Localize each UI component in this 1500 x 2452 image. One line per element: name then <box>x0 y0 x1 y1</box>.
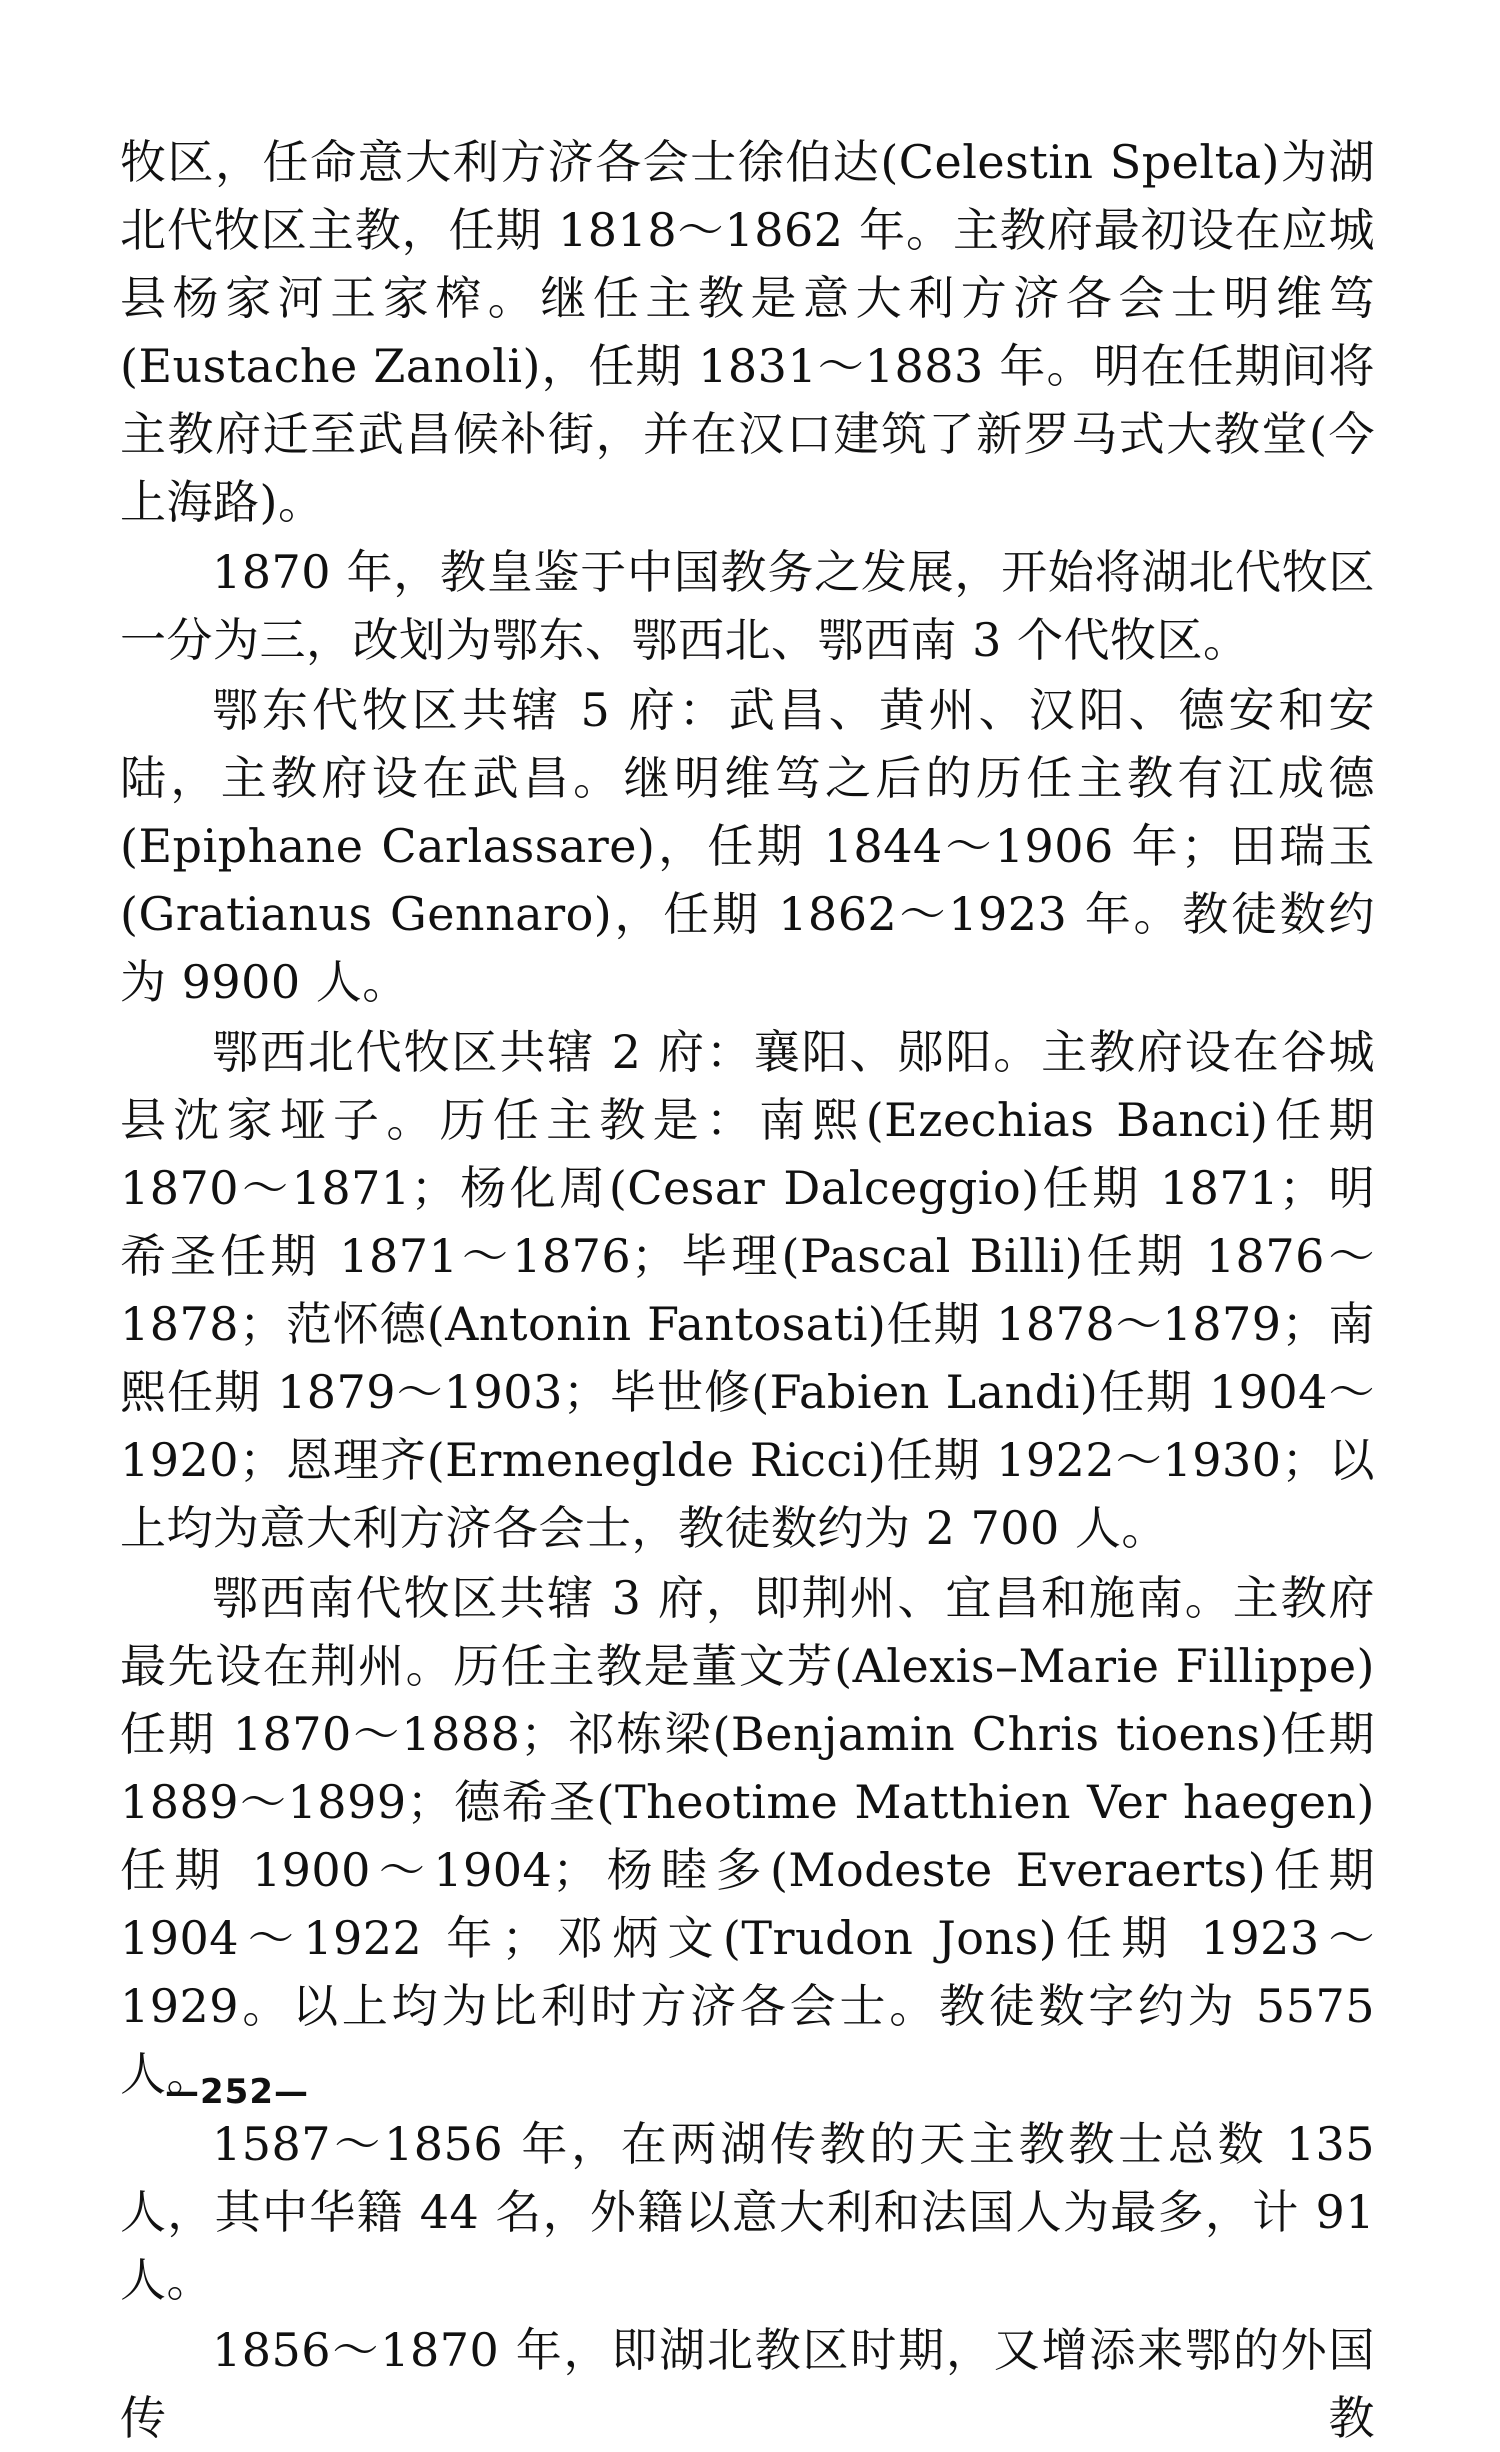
paragraph-2: 1870 年，教皇鉴于中国教务之发展，开始将湖北代牧区一分为三，改划为鄂东、鄂西北、鄂西南 3 个代牧区。 <box>120 545 1375 667</box>
paragraph-3: 鄂东代牧区共辖 5 府：武昌、黄州、汉阳、德安和安陆，主教府设在武昌。继明维笃之后的历任主教有江成德(Epiphane Carlassare)，任期 1844～1906 年；田瑞玉(Gratianus Gennaro)，任期 1862～1923 年。教徒数约为 9900 人。 <box>120 683 1375 1009</box>
paragraph-1: 牧区，任命意大利方济各会士徐伯达(Celestin Spelta)为湖北代牧区主教，任期 1818～1862 年。主教府最初设在应城县杨家河王家榨。继任主教是意大利方济各会士明维笃(Eustache Zanoli)，任期 1831～1883 年。明在任期间将主教府迁至武昌候补街，并在汉口建筑了新罗马式大教堂(今上海路)。 <box>120 135 1375 529</box>
page-number: —252— <box>165 2072 309 2112</box>
document-page <box>120 128 1375 2445</box>
paragraph-6: 1587～1856 年，在两湖传教的天主教教士总数 135 人，其中华籍 44 名，外籍以意大利和法国人为最多，计 91 人。 <box>120 2117 1375 2307</box>
paragraph-7: 1856～1870 年，即湖北教区时期，又增添来鄂的外国传教 <box>120 2323 1375 2445</box>
paragraph-4: 鄂西北代牧区共辖 2 府：襄阳、郧阳。主教府设在谷城县沈家垭子。历任主教是：南熙(Ezechias Banci)任期 1870～1871；杨化周(Cesar Dalceggio)任期 1871；明希圣任期 1871～1876；毕理(Pascal Billi)任期 1876～1878；范怀德(Antonin Fantosati)任期 1878～1879；南熙任期 1879～1903；毕世修(Fabien Landi)任期 1904～1920；恩理齐(Ermeneglde Ricci)任期 1922～1930；以上均为意大利方济各会士，教徒数约为 2 700 人。 <box>120 1025 1375 1555</box>
paragraph-5: 鄂西南代牧区共辖 3 府，即荆州、宜昌和施南。主教府最先设在荆州。历任主教是董文芳(Alexis–Marie Fillippe)任期 1870～1888；祁栋梁(Benjamin Chris tioens)任期 1889～1899；德希圣(Theotime Matthien Ver haegen)任期 1900～1904；杨睦多(Modeste Everaerts)任期 1904～1922 年；邓炳文(Trudon Jons)任期 1923～1929。以上均为比利时方济各会士。教徒数字约为 5575 人。 <box>120 1571 1375 2101</box>
